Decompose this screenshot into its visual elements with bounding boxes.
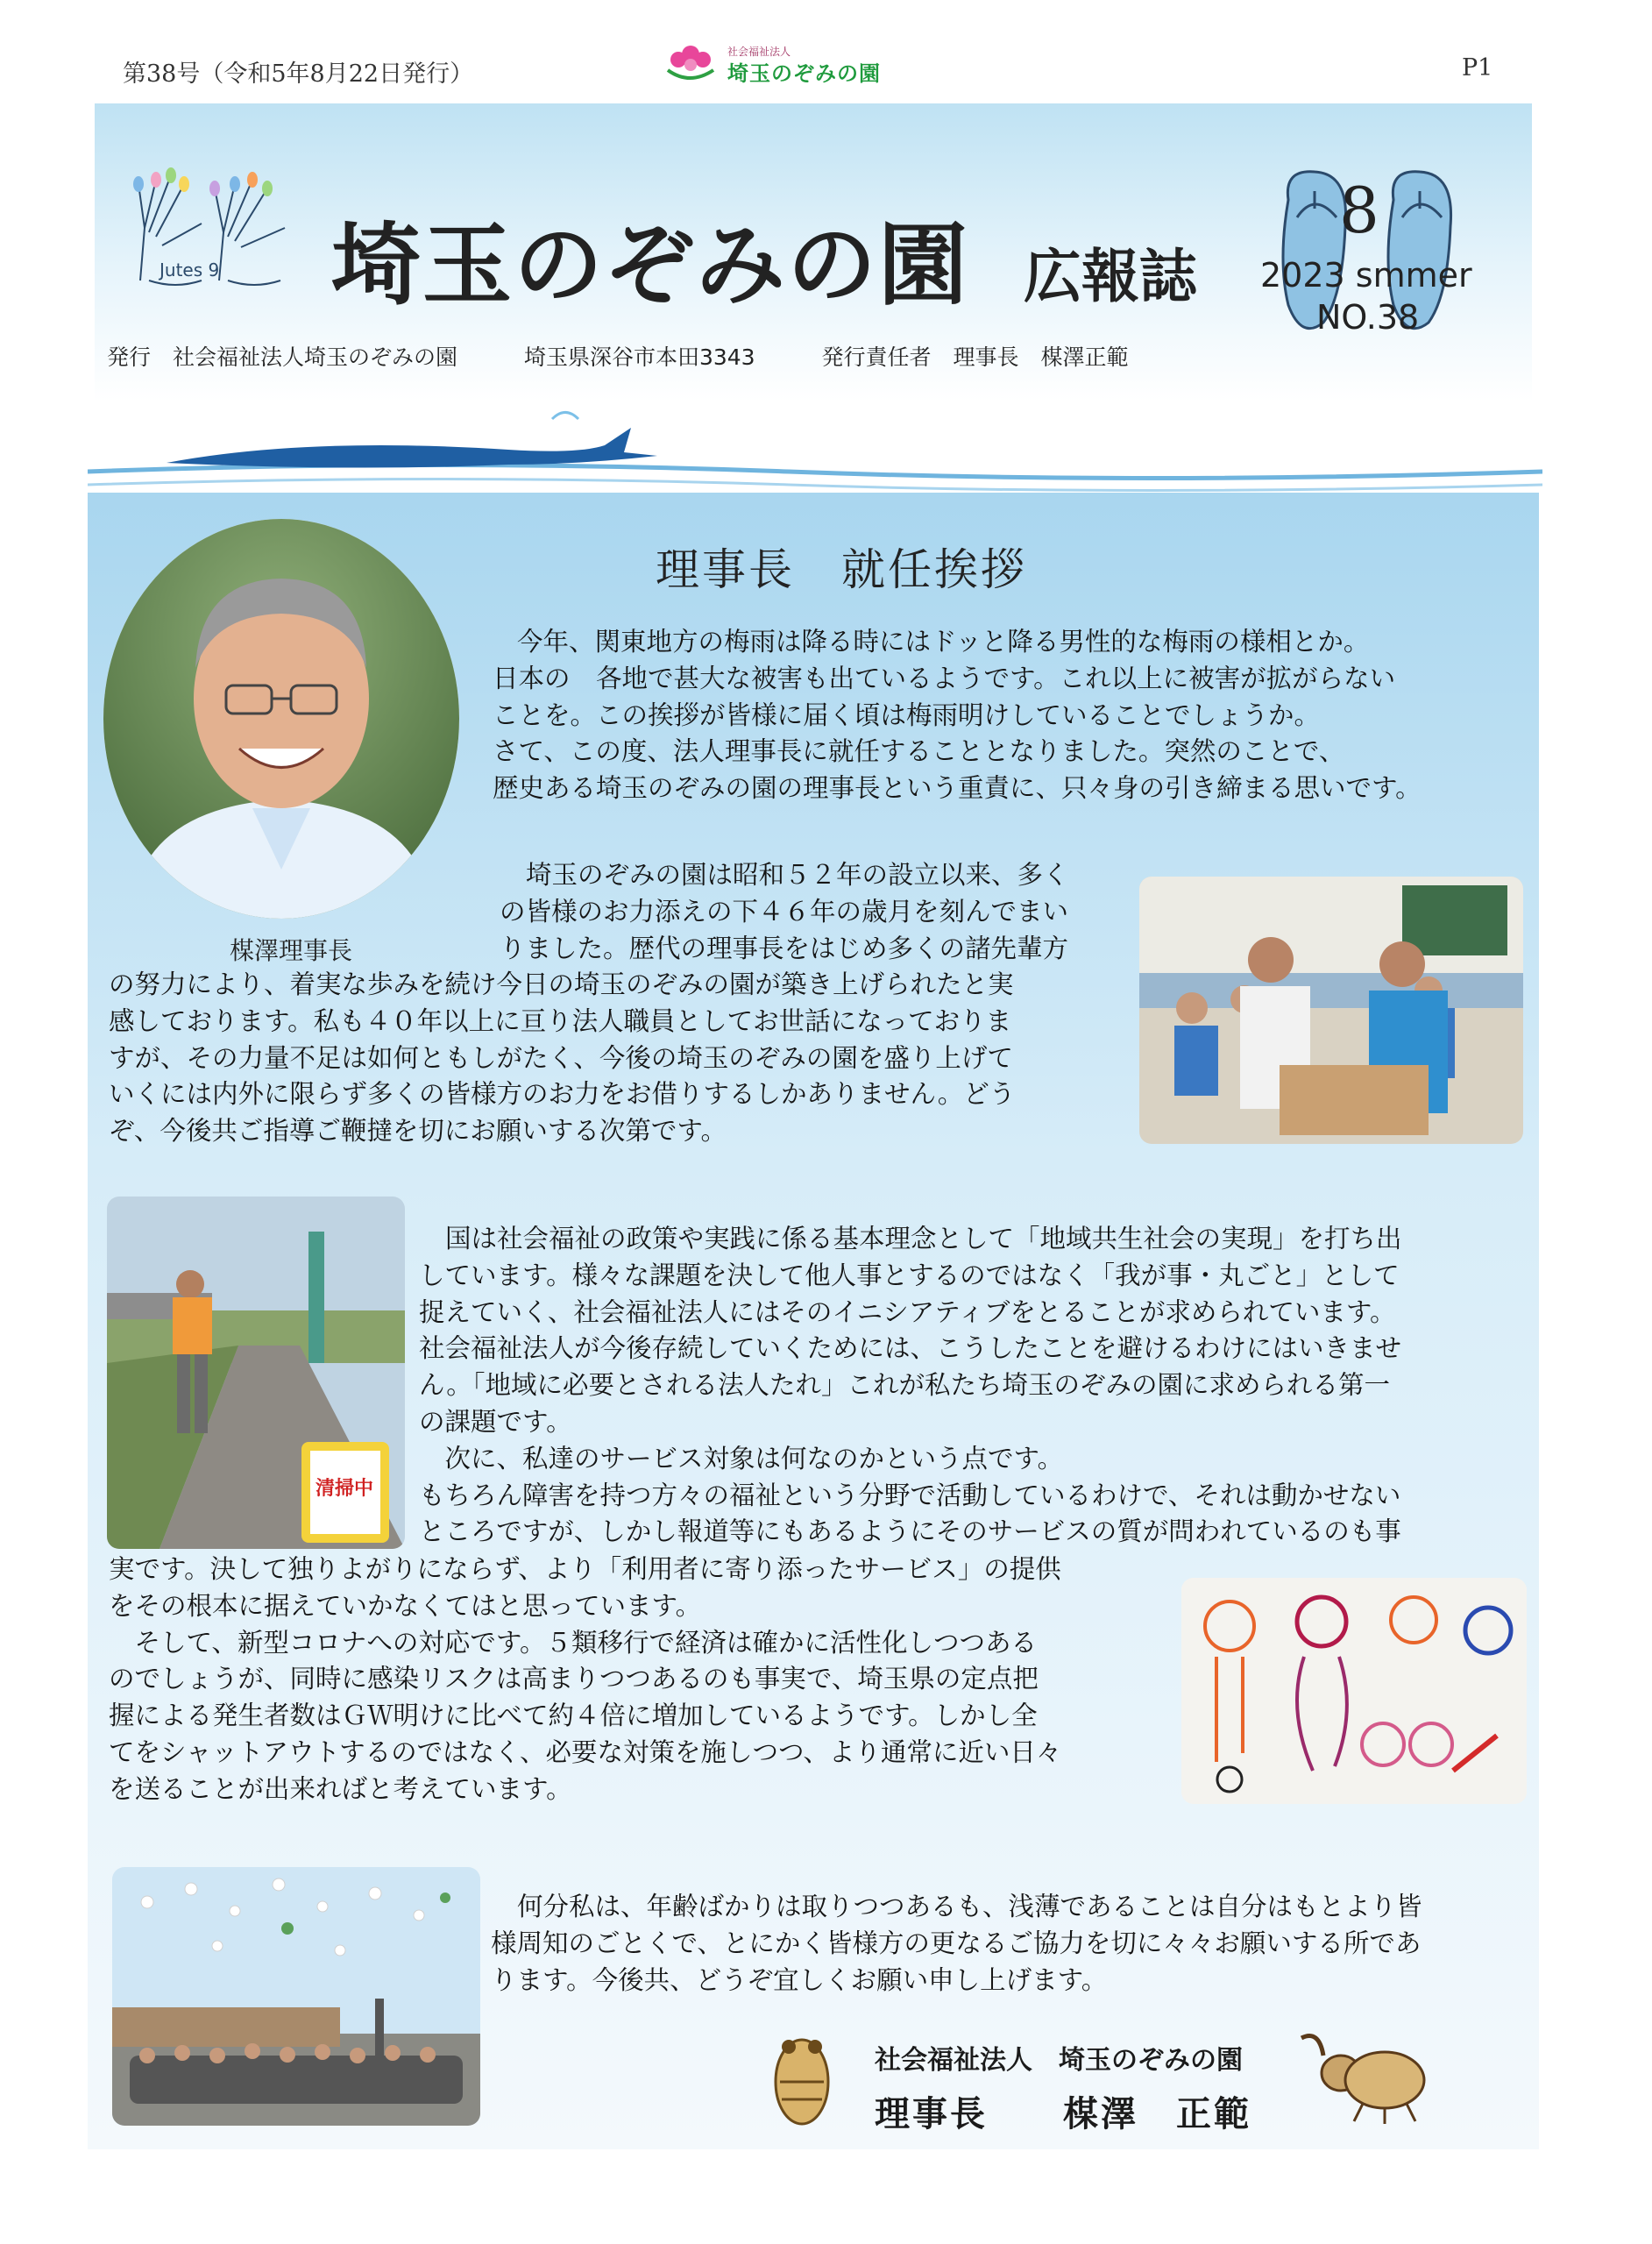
text-line: ところですが、しかし報道等にもあるようにそのサービスの質が問われているのも事 xyxy=(419,1516,1401,1547)
text-line: 実です。決して独りよがりにならず、より「利用者に寄り添ったサービス」の提供 xyxy=(109,1554,1061,1584)
text-line: のでしょうが、同時に感染リスクは高まりつつあるのも事実で、埼玉県の定点把 xyxy=(109,1664,1039,1694)
text-line: てをシャットアウトするのではなく、必要な対策を施しつつ、より通常に近い日々 xyxy=(109,1736,1062,1767)
portrait-caption: 楳澤理事長 xyxy=(230,936,353,965)
edition-month: 8 xyxy=(1339,174,1379,247)
text-line: さて、この度、法人理事長に就任することとなりました。突然のことで、 xyxy=(493,736,1345,767)
text-line: そして、新型コロナへの対応です。５類移行で経済は確かに活性化しつつある xyxy=(109,1627,1038,1658)
newsletter-title: 埼玉のぞみの園 xyxy=(331,214,969,318)
text-line: ん。「地域に必要とされる法人たれ」これが私たち埼玉のぞみの園に求められる第一 xyxy=(419,1370,1391,1401)
beetle-illustration-icon xyxy=(1293,2020,1433,2126)
edition-season: 2023 smmer xyxy=(1260,256,1472,295)
text-line: すが、その力量不足は如何ともしがたく、今後の埼玉のぞみの園を盛り上げて xyxy=(109,1042,1013,1073)
signature-name: 理事長 楳澤 正範 xyxy=(875,2094,1251,2134)
issue-line: 第38号（令和5年8月22日発行） xyxy=(123,60,474,88)
publisher: 発行 社会福祉法人埼玉のぞみの園 xyxy=(107,344,458,370)
text-line: しています。様々な課題を決して他人事とするのではなく「我が事・丸ごと」として xyxy=(419,1260,1400,1290)
hands-text: Jutes 9 xyxy=(160,259,220,280)
edition-number: NO.38 xyxy=(1316,298,1420,337)
text-line: ります。今後共、どうぞ宜しくお願い申し上げます。 xyxy=(491,1964,1108,1995)
responsible-person: 発行責任者 理事長 楳澤正範 xyxy=(821,344,1129,370)
text-line: 次に、私達のサービス対象は何なのかという点です。 xyxy=(419,1443,1064,1474)
article-heading: 理事長 就任挨拶 xyxy=(656,544,1027,595)
paragraph-3 xyxy=(419,1221,1402,1551)
text-line: ことを。この挨拶が皆様に届く頃は梅雨明けしていることでしょうか。 xyxy=(493,699,1321,730)
chairman-portrait xyxy=(103,519,459,919)
text-line: 国は社会福祉の政策や実践に係る基本理念として「地域共生社会の実現」を打ち出 xyxy=(445,1224,1402,1253)
drawing-faces xyxy=(1181,1578,1527,1804)
text-line: をその根本に据えていかなくてはと思っています。 xyxy=(109,1590,702,1621)
paragraph-2-top xyxy=(500,857,1069,967)
paragraph-4 xyxy=(109,1552,1061,1808)
text-line: 今年、関東地方の梅雨は降る時にはドッと降る男性的な梅雨の様相とか。 xyxy=(517,627,1370,657)
text-line: 歴史ある埼玉のぞみの園の理事長という重責に、只々身の引き締まる思いです。 xyxy=(493,773,1422,804)
newsletter-title-suffix: 広報誌 xyxy=(1024,243,1197,310)
signature-organization: 社会福祉法人 埼玉のぞみの園 xyxy=(875,2045,1243,2076)
org-logo-name: 埼玉のぞみの園 xyxy=(727,61,881,86)
text-line: 埼玉のぞみの園は昭和５２年の設立以来、多く xyxy=(526,860,1069,890)
text-line: 何分私は、年齢ばかりは取りつつあるも、浅薄であることは自分はもとより皆 xyxy=(517,1892,1422,1921)
paragraph-5 xyxy=(491,1889,1422,1999)
drawing-faces-image xyxy=(1181,1578,1527,1804)
text-line: の努力により、着実な歩みを続け今日の埼玉のぞみの園が築き上げられたと実 xyxy=(109,969,1014,999)
hands-illustration-icon xyxy=(123,149,324,307)
text-line: 感しております。私も４０年以上に亘り法人職員としてお世話になっておりま xyxy=(109,1005,1012,1036)
cicada-illustration-icon xyxy=(762,2020,841,2134)
chairman-portrait-image xyxy=(103,519,459,919)
photo-handover-image xyxy=(1139,877,1523,1144)
page-number: P1 xyxy=(1462,54,1493,82)
paragraph-2-bottom xyxy=(109,967,1015,1150)
text-line: 握による発生者数はＧＷ明けに比べて約４倍に増加しているようです。しかし全 xyxy=(109,1701,1038,1731)
publication-info xyxy=(107,340,1129,372)
cleanup-sign-text: 清掃中 xyxy=(316,1478,374,1500)
photo-handover xyxy=(1139,877,1523,1144)
flower-logo-icon xyxy=(659,44,720,88)
org-logo-sub: 社会福祉法人 xyxy=(727,46,791,58)
text-line: を送ることが出来ればと考えています。 xyxy=(109,1773,572,1804)
text-line: りました。歴代の理事長をはじめ多くの諸先輩方 xyxy=(500,933,1069,963)
text-line: の課題です。 xyxy=(419,1406,572,1437)
photo-group-balloons-image xyxy=(112,1867,480,2126)
photo-cleanup xyxy=(107,1197,405,1549)
text-line: 日本の 各地で甚大な被害も出ているようです。これ以上に被害が拡がらない xyxy=(493,663,1396,693)
paragraph-1 xyxy=(493,624,1422,807)
text-line: 捉えていく、社会福祉法人にはそのイニシアティブをとることが求められています。 xyxy=(419,1296,1396,1327)
photo-cleanup-image xyxy=(107,1197,405,1549)
org-logo xyxy=(659,44,913,88)
text-line: もちろん障害を持つ方々の福祉という分野で活動しているわけで、それは動かせない xyxy=(419,1480,1401,1510)
text-line: 社会福祉法人が今後存続していくためには、こうしたことを避けるわけにはいきませ xyxy=(419,1333,1402,1364)
text-line: 様周知のごとくで、とにかく皆様方の更なるご協力を切に々々お願いする所であ xyxy=(491,1928,1422,1958)
address: 埼玉県深谷市本田3343 xyxy=(523,344,755,370)
photo-group-balloons xyxy=(112,1867,480,2126)
whale-wave-divider-icon xyxy=(88,410,1542,498)
text-line: ぞ、今後共ご指導ご鞭撻を切にお願いする次第です。 xyxy=(109,1116,727,1147)
text-line: の皆様のお力添えの下４６年の歳月を刻んでまい xyxy=(500,896,1069,927)
text-line: いくには内外に限らず多くの皆様方のお力をお借りするしかありません。どう xyxy=(109,1079,1016,1110)
